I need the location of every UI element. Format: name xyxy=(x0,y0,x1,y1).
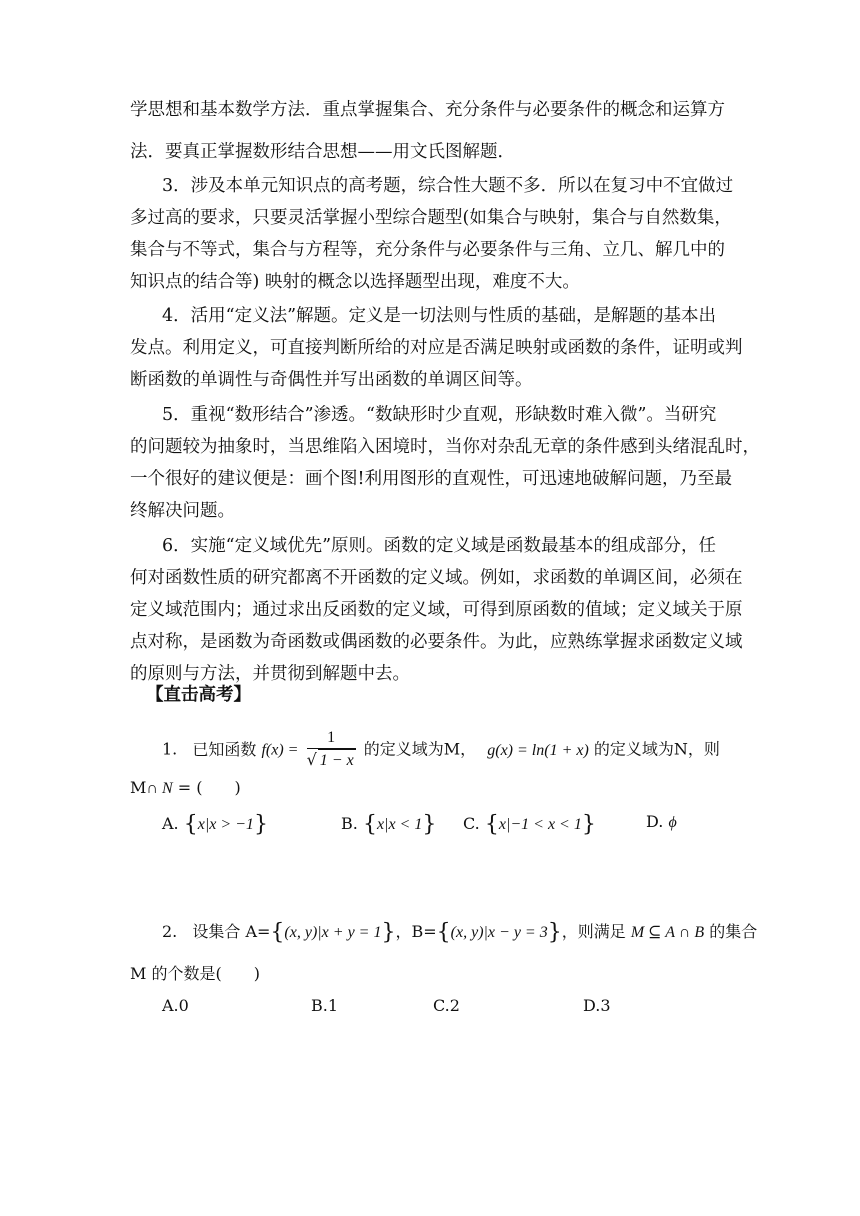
question-2-line-1 xyxy=(162,920,757,945)
option-value: 3 xyxy=(600,996,611,1015)
right-brace-icon: } xyxy=(547,920,562,945)
function-g: g(x) = ln(1 + x) xyxy=(487,741,589,759)
function-f: f(x) = xyxy=(261,741,299,759)
paragraph-line: 6．实施“定义域优先”原则。函数的定义域是函数最基本的组成部分，任 xyxy=(162,536,717,556)
option-d[interactable] xyxy=(646,812,677,832)
paragraph-line: 定义域范围内；通过求出反函数的定义域，可得到原函数的值域；定义域关于原 xyxy=(130,600,743,620)
question-text: 的定义域为N，则 xyxy=(593,739,720,759)
question-2-line-2: M 的个数是( ) xyxy=(130,964,260,983)
question-number: 2. xyxy=(162,922,178,941)
option-label: D. xyxy=(583,996,601,1015)
sqrt-icon: √ xyxy=(306,750,317,769)
option-label: C. xyxy=(463,814,480,833)
set-a-expr: (x, y)|x + y = 1 xyxy=(284,924,382,941)
subset-relation: M ⊆ A ∩ B xyxy=(630,924,705,941)
paragraph-line: 一个很好的建议便是：画个图!利用图形的直观性，可迅速地破解问题，乃至最 xyxy=(130,469,733,489)
option-label: A. xyxy=(162,814,179,833)
option-label: B. xyxy=(311,996,328,1015)
right-brace-icon: } xyxy=(381,920,396,945)
paragraph-line: 的问题较为抽象时，当思维陷入困境时，当你对杂乱无章的条件感到头绪混乱时， xyxy=(130,437,760,457)
radicand: 1 − x xyxy=(318,749,356,772)
intersection-expr: ∩ N xyxy=(146,780,173,797)
paragraph-line: 集合与不等式，集合与方程等，充分条件与必要条件与三角、立几、解几中的 xyxy=(130,240,725,260)
paragraph-line: 4．活用“定义法”解题。定义是一切法则与性质的基础，是解题的基本出 xyxy=(162,306,717,326)
answer-blank: = ( ) xyxy=(172,778,241,797)
question-text: 已知函数 xyxy=(192,739,257,759)
fraction xyxy=(307,728,356,772)
paragraph-line: 断函数的单调性与奇偶性并写出函数的单调区间等。 xyxy=(130,370,533,390)
option-c[interactable] xyxy=(463,812,596,837)
left-brace-icon: { xyxy=(484,812,499,837)
question-1-line-1 xyxy=(162,728,720,772)
option-b[interactable] xyxy=(311,996,338,1015)
question-text: 的定义域为M， xyxy=(363,739,477,759)
set-m: M xyxy=(130,778,147,797)
fraction-denominator xyxy=(307,749,356,772)
option-value: 1 xyxy=(327,996,339,1015)
left-brace-icon: { xyxy=(270,920,285,945)
right-brace-icon: } xyxy=(253,812,268,837)
option-expr: ϕ xyxy=(668,814,677,831)
left-brace-icon: { xyxy=(362,812,377,837)
set-b-expr: (x, y)|x − y = 3 xyxy=(450,924,548,941)
question-number: 1. xyxy=(162,739,178,759)
left-brace-icon: { xyxy=(183,812,198,837)
question-text: 的集合 xyxy=(709,922,758,941)
right-brace-icon: } xyxy=(422,812,437,837)
paragraph-line: 3．涉及本单元知识点的高考题，综合性大题不多．所以在复习中不宜做过 xyxy=(162,176,734,196)
paragraph-line: 何对函数性质的研究都离不开函数的定义域。例如，求函数的单调区间，必须在 xyxy=(130,568,743,588)
option-expr: x|x > −1 xyxy=(197,816,254,833)
right-brace-icon: } xyxy=(581,812,596,837)
option-a[interactable] xyxy=(162,812,268,837)
option-a[interactable] xyxy=(162,996,189,1015)
option-value: 2 xyxy=(449,996,460,1015)
paragraph-line: 的原则与方法，并贯彻到解题中去。 xyxy=(130,664,410,684)
option-expr: x|x < 1 xyxy=(376,816,423,833)
option-c[interactable] xyxy=(433,996,460,1015)
paragraph-line: 知识点的结合等) 映射的概念以选择题型出现，难度不大。 xyxy=(130,272,580,292)
paragraph-line: 多过高的要求，只要灵活掌握小型综合题型(如集合与映射，集合与自然数集， xyxy=(130,208,732,228)
question-text: ，则满足 xyxy=(561,922,626,941)
option-d[interactable] xyxy=(583,996,611,1015)
paragraph-line: 点对称，是函数为奇函数或偶函数的必要条件。为此，应熟练掌握求函数定义域 xyxy=(130,632,743,652)
option-label: C. xyxy=(433,996,450,1015)
paragraph-line: 法．要真正掌握数形结合思想——用文氏图解题． xyxy=(130,142,515,162)
paragraph-line: 学思想和基本数学方法．重点掌握集合、充分条件与必要条件的概念和运算方 xyxy=(130,100,725,120)
option-label: A. xyxy=(162,996,179,1015)
question-text: 设集合 A= xyxy=(192,922,271,941)
option-label: D. xyxy=(646,812,664,831)
option-value: 0 xyxy=(178,996,189,1015)
paragraph-line: 终解决问题。 xyxy=(130,501,235,521)
option-expr: x|−1 < x < 1 xyxy=(498,816,582,833)
option-label: B. xyxy=(341,814,358,833)
question-1-line-2 xyxy=(130,776,241,801)
fraction-numerator: 1 xyxy=(307,728,356,749)
question-text: ，B= xyxy=(395,922,437,941)
paragraph-line: 发点。利用定义，可直接判断所给的对应是否满足映射或函数的条件，证明或判 xyxy=(130,338,743,358)
option-b[interactable] xyxy=(341,812,436,837)
paragraph-line: 5．重视“数形结合”渗透。“数缺形时少直观，形缺数时难入微”。当研究 xyxy=(162,405,717,425)
section-heading: 【直击高考】 xyxy=(146,685,251,705)
left-brace-icon: { xyxy=(436,920,451,945)
